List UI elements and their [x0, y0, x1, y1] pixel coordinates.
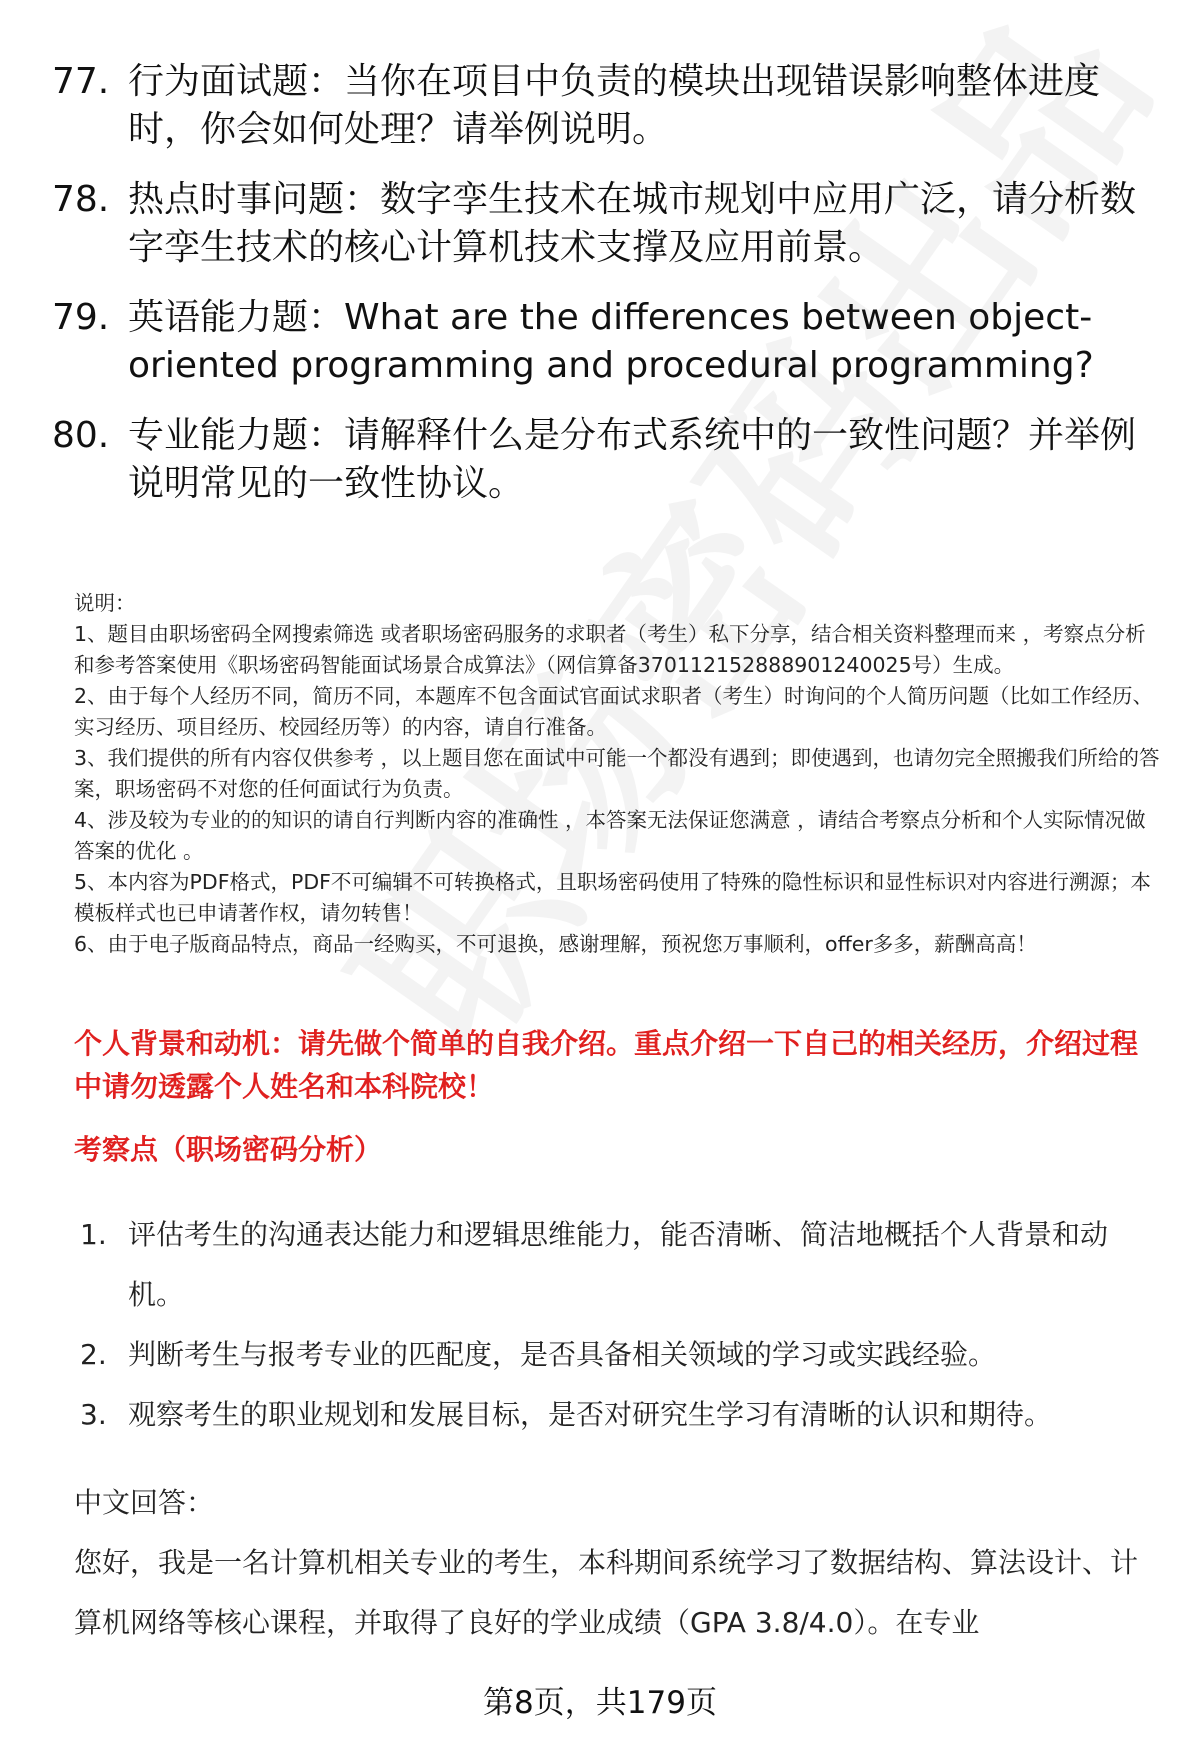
point-item: [80, 1325, 1160, 1385]
note-item: 4、涉及较为专业的的知识的请自行判断内容的准确性 ，本答案无法保证您满意 ，请结合考察点分析和个人实际情况做答案的优化 。: [74, 808, 1146, 863]
note-item: 5、本内容为PDF格式，PDF不可编辑不可转换格式，且职场密码使用了特殊的隐性标识和显性标识对内容进行溯源；本模板样式也已申请著作权，请勿转售！: [74, 870, 1151, 925]
question-text: 行为面试题：当你在项目中负责的模块出现错误影响整体进度时，你会如何处理？请举例说明。: [128, 61, 1101, 150]
note-item: 2、由于每个人经历不同，简历不同，本题库不包含面试官面试求职者（考生）时询问的个人简历问题（比如工作经历、实习经历、项目经历、校园经历等）的内容，请自行准备。: [74, 684, 1154, 739]
point-item: [80, 1385, 1160, 1445]
disclaimer-notes: [74, 588, 1164, 960]
points-heading: 考察点（职场密码分析）: [74, 1133, 383, 1166]
assessment-points: [80, 1205, 1160, 1445]
question-number: 80.: [52, 415, 110, 456]
question-number: 77.: [52, 61, 110, 102]
answer-body: 您好，我是一名计算机相关专业的考生，本科期间系统学习了数据结构、算法设计、计算机网络等核心课程，并取得了良好的学业成绩（GPA 3.8/4.0）。在专业: [74, 1546, 1139, 1639]
question-list: [52, 58, 1152, 530]
notes-title: 说明：: [74, 591, 136, 615]
question-text: 英语能力题：What are the differences between object-oriented programming and procedural programming?: [128, 297, 1094, 386]
background-question: 个人背景和动机：请先做个简单的自我介绍。重点介绍一下自己的相关经历，介绍过程中请勿透露个人姓名和本科院校！: [74, 1027, 1139, 1103]
note-item: 3、我们提供的所有内容仅供参考 ，以上题目您在面试中可能一个都没有遇到；即使遇到，也请勿完全照搬我们所给的答案，职场密码不对您的任何面试行为负责。: [74, 746, 1160, 801]
point-number: 3.: [80, 1398, 107, 1431]
point-number: 1.: [80, 1218, 107, 1251]
question-number: 79.: [52, 297, 110, 338]
question-text: 热点时事问题：数字孪生技术在城市规划中应用广泛，请分析数字孪生技术的核心计算机技术支撑及应用前景。: [128, 179, 1137, 268]
question-item: [52, 412, 1152, 508]
question-item: [52, 58, 1152, 154]
note-item: 1、题目由职场密码全网搜索筛选 或者职场密码服务的求职者（考生）私下分享，结合相关资料整理而来 ，考察点分析和参考答案使用《职场密码智能面试场景合成算法》（网信算备370112152888901240025号）生成。: [74, 622, 1146, 677]
answer-label: 中文回答：: [74, 1486, 215, 1519]
question-item: [52, 176, 1152, 272]
page-footer: 第8页，共179页: [483, 1685, 717, 1721]
note-item: 6、由于电子版商品特点，商品一经购买，不可退换，感谢理解，预祝您万事顺利，offer多多，薪酬高高！: [74, 932, 1037, 956]
question-item: [52, 294, 1152, 390]
point-item: [80, 1205, 1160, 1325]
answer-section: [74, 1473, 1150, 1653]
point-text: 观察考生的职业规划和发展目标，是否对研究生学习有清晰的认识和期待。: [128, 1398, 1053, 1431]
point-text: 评估考生的沟通表达能力和逻辑思维能力，能否清晰、简洁地概括个人背景和动机。: [128, 1218, 1109, 1311]
question-text: 专业能力题：请解释什么是分布式系统中的一致性问题？并举例说明常见的一致性协议。: [128, 415, 1137, 504]
point-text: 判断考生与报考专业的匹配度，是否具备相关领域的学习或实践经验。: [128, 1338, 997, 1371]
question-number: 78.: [52, 179, 110, 220]
point-number: 2.: [80, 1338, 107, 1371]
